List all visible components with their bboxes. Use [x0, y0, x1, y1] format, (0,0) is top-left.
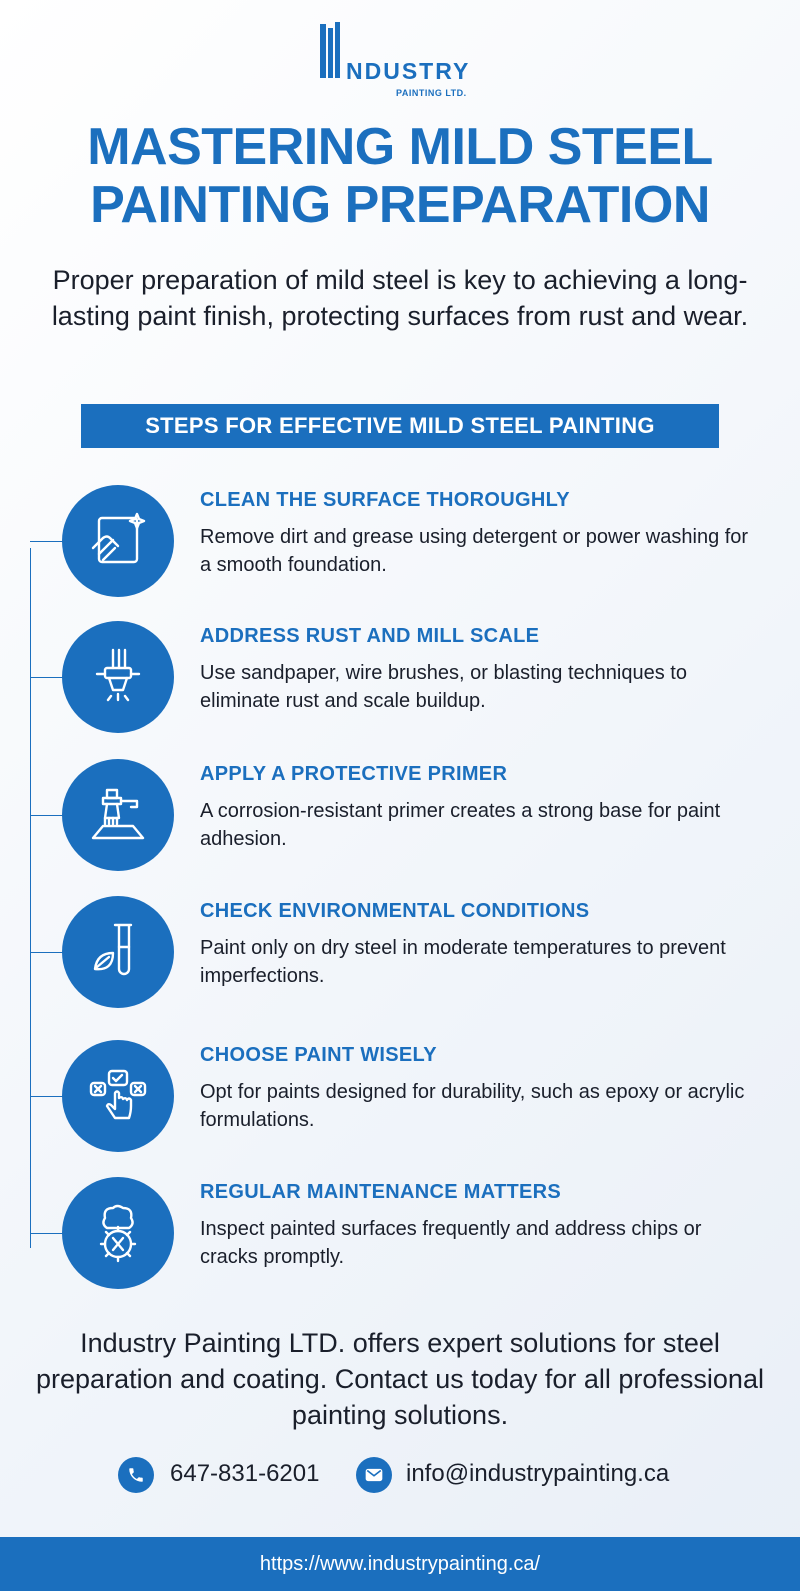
step-description: Remove dirt and grease using detergent or power washing for a smooth foundation.: [200, 526, 749, 576]
step-title: CHECK ENVIRONMENTAL CONDITIONS: [200, 900, 590, 922]
website-link[interactable]: https://www.industrypainting.ca/: [259, 1553, 541, 1575]
logo-tagline: PAINTING LTD.: [396, 88, 467, 98]
step-icon-badge: [62, 621, 174, 733]
test-tube-leaf-icon: [85, 919, 151, 985]
step-description: A corrosion-resistant primer creates a strong base for paint adhesion.: [200, 800, 721, 850]
step-title: APPLY A PROTECTIVE PRIMER: [200, 763, 508, 785]
step-maintenance: [30, 1177, 790, 1297]
step-description: Paint only on dry steel in moderate temperatures to prevent imperfections.: [200, 937, 726, 987]
company-logo: [318, 22, 508, 102]
step-apply-primer: [30, 759, 790, 879]
step-icon-badge: [62, 759, 174, 871]
cleaning-hand-icon: [85, 508, 151, 574]
step-icon-badge: [62, 485, 174, 597]
timeline-tick: [30, 541, 64, 542]
page-title: [0, 118, 800, 234]
page-title-line-2: PAINTING PREPARATION: [90, 176, 710, 234]
step-description: Use sandpaper, wire brushes, or blasting techniques to eliminate rust and scale buildup.: [200, 662, 687, 712]
timeline-tick: [30, 952, 64, 953]
phone-link[interactable]: 647-831-6201: [170, 1460, 320, 1487]
steps-heading: STEPS FOR EFFECTIVE MILD STEEL PAINTING: [81, 404, 719, 448]
step-icon-badge: [62, 1040, 174, 1152]
step-environment: [30, 896, 790, 1016]
step-address-rust: [30, 621, 790, 741]
step-description: Inspect painted surfaces frequently and address chips or cracks promptly.: [200, 1218, 702, 1268]
timeline-tick: [30, 1233, 64, 1234]
page-title-line-1: MASTERING MILD STEEL: [87, 118, 713, 176]
timeline-tick: [30, 815, 64, 816]
timeline-tick: [30, 677, 64, 678]
email-icon: [356, 1457, 392, 1493]
gear-tools-icon: [85, 1200, 151, 1266]
timeline-tick: [30, 1096, 64, 1097]
logo-mark-icon: [318, 22, 342, 80]
intro-text: Proper preparation of mild steel is key to achieving a long-lasting paint finish, protecting surfaces from rust and wear.: [51, 265, 749, 331]
step-choose-paint: [30, 1040, 790, 1160]
step-clean-surface: [30, 485, 790, 605]
footer-bar: [0, 1537, 800, 1591]
blasting-nozzle-icon: [85, 644, 151, 710]
step-title: CLEAN THE SURFACE THOROUGHLY: [200, 489, 570, 511]
step-title: REGULAR MAINTENANCE MATTERS: [200, 1181, 562, 1203]
paint-brush-icon: [85, 782, 151, 848]
hand-select-icon: [85, 1063, 151, 1129]
contact-bar: [0, 1455, 800, 1495]
step-icon-badge: [62, 896, 174, 1008]
step-description: Opt for paints designed for durability, such as epoxy or acrylic formulations.: [200, 1081, 745, 1131]
step-title: ADDRESS RUST AND MILL SCALE: [200, 625, 540, 647]
step-title: CHOOSE PAINT WISELY: [200, 1044, 437, 1066]
logo-wordmark: NDUSTRY: [346, 58, 471, 84]
step-icon-badge: [62, 1177, 174, 1289]
closing-text: Industry Painting LTD. offers expert solutions for steel preparation and coating. Contact us today for all professional painting solutions.: [36, 1328, 764, 1430]
email-link[interactable]: info@industrypainting.ca: [406, 1460, 670, 1487]
phone-icon: [118, 1457, 154, 1493]
